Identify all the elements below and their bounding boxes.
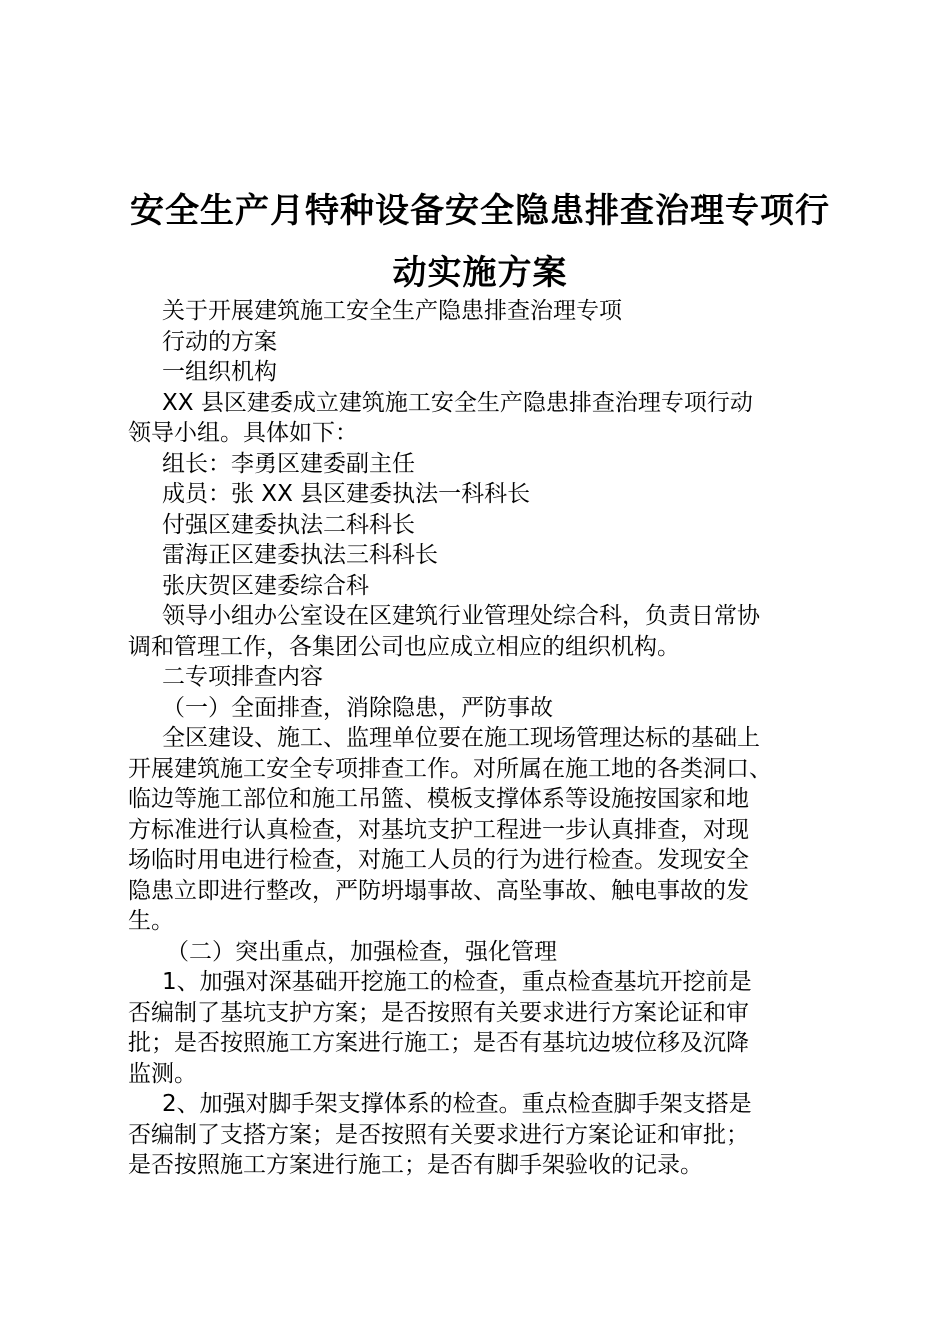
paragraph-line: 行动的方案 (162, 328, 277, 355)
member-line: 组长：李勇区建委副主任 (162, 450, 415, 477)
member-line: 付强区建委执法二科科长 (162, 511, 415, 538)
document-body (128, 296, 828, 1181)
section-heading: 二专项排查内容 (162, 664, 323, 690)
member-line: 雷海正区建委执法三科科长 (162, 542, 438, 568)
subsection-heading: （二）突出重点，加强检查，强化管理 (166, 938, 557, 965)
paragraph-line: 调和管理工作，各集团公司也应成立相应的组织机构。 (128, 633, 680, 660)
paragraph-line: 临边等施工部位和施工吊篮、模板支撑体系等设施按国家和地 (128, 786, 749, 812)
paragraph-line: 1、加强对深基础开挖施工的检查，重点检查基坑开挖前是 (162, 969, 752, 995)
paragraph-line: 开展建筑施工安全专项排查工作。对所属在施工地的各类洞口、 (128, 755, 772, 782)
paragraph-line: 否编制了基坑支护方案；是否按照有关要求进行方案论证和审 (128, 999, 749, 1026)
section-heading: 一组织机构 (162, 359, 277, 385)
paragraph-line: 领导小组办公室设在区建筑行业管理处综合科，负责日常协 (162, 603, 760, 629)
document-title-line-2: 动实施方案 (392, 253, 568, 293)
document-title-line-1: 安全生产月特种设备安全隐患排查治理专项行 (130, 191, 830, 231)
paragraph-line: 全区建设、施工、监理单位要在施工现场管理达标的基础上 (162, 725, 760, 751)
paragraph-line: XX 县区建委成立建筑施工安全生产隐患排查治理专项行动 (162, 389, 753, 416)
subsection-heading: （一）全面排查，消除隐患，严防事故 (162, 694, 553, 721)
paragraph-line: 2、加强对脚手架支撑体系的检查。重点检查脚手架支搭是 (162, 1091, 752, 1117)
paragraph-line: 隐患立即进行整改，严防坍塌事故、高坠事故、触电事故的发 (128, 877, 749, 904)
member-line: 张庆贺区建委综合科 (162, 572, 369, 599)
paragraph-line: 领导小组。具体如下： (128, 420, 358, 446)
paragraph-line: 是否按照施工方案进行施工；是否有脚手架验收的记录。 (128, 1152, 703, 1178)
paragraph-line: 关于开展建筑施工安全生产隐患排查治理专项 (162, 298, 622, 324)
member-line: 成员：张 XX 县区建委执法一科科长 (162, 481, 531, 507)
paragraph-line: 监测。 (128, 1060, 197, 1087)
paragraph-line: 否编制了支搭方案；是否按照有关要求进行方案论证和审批； (128, 1121, 749, 1148)
paragraph-line: 批；是否按照施工方案进行施工；是否有基坑边坡位移及沉降 (128, 1030, 749, 1056)
paragraph-line: 方标准进行认真检查，对基坑支护工程进一步认真排查，对现 (128, 816, 749, 843)
paragraph-line: 场临时用电进行检查，对施工人员的行为进行检查。发现安全 (128, 847, 749, 873)
paragraph-line: 生。 (128, 908, 174, 934)
